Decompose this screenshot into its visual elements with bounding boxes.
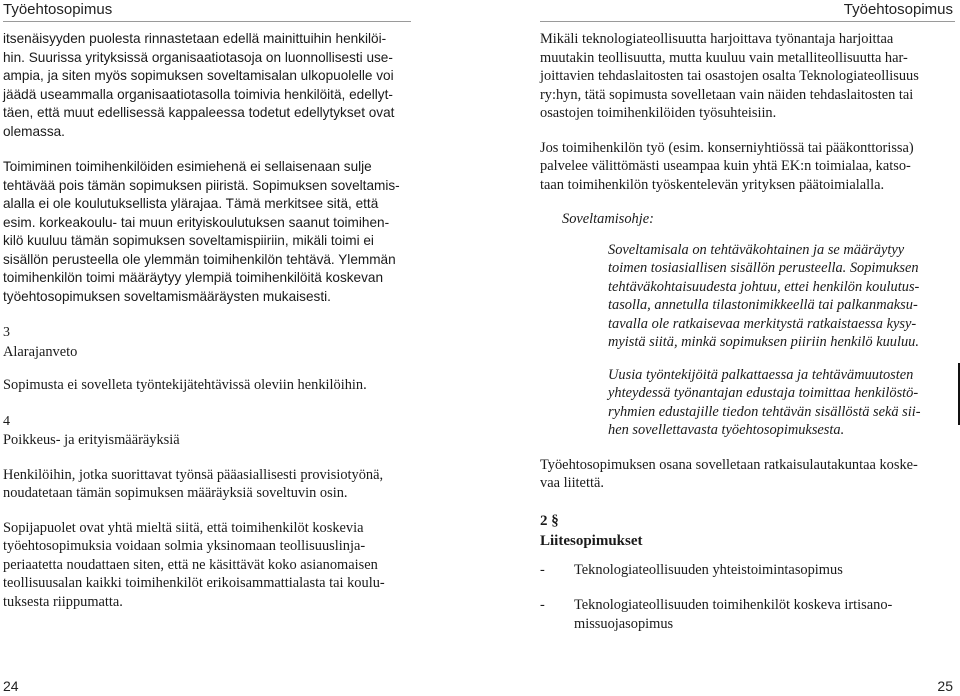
section-2-heading: 2 § (540, 512, 559, 529)
application-guidance-label: Soveltamisohje: (562, 211, 654, 227)
paragraph-intro: itsenäisyyden puolesta rinnastetaan edellä mainittuihin henkilöi- hin. Suurissa yrityksissä organisaatiotasoja on luonnollisesti use- ampia, ja siten myös sopimuksen soveltamisalan ulkopuolelle voi jäädä useammalla organisaatiotasolla toimivia henkilöitä, edellyt- täen, että muut edellisessä kappaleessa todetut edellytykset ovat olemassa. (3, 31, 395, 139)
right-column (540, 30, 953, 633)
paragraph-foreman: Toimiminen toimihenkilöiden esimiehenä ei sellaisenaan sulje tehtävää pois tämän sopimuksen piiristä. Sopimuksen soveltamis- alalla ei ole koulutuksellista ylärajaa. Tämä merkitsee sitä, että esim. korkeakoulu- tai muun erityiskoulutuksen saanut toimihen- kilö kuuluu tämän sopimuksen soveltamispiiriin, mikäli toimi ei sisällön perusteella ole ylemmän toimihenkilön tehtävä. Ylemmän toimihenkilön toimi määräytyy ylempiä toimihenkilöitä koskevan työehtosopimuksen soveltamismääräysten mukaisesti. (3, 159, 400, 304)
paragraph-dispute-board: Työehtosopimuksen osana sovelletaan ratkaisulautakuntaa koske- vaa liitettä. (540, 456, 918, 491)
list-item: - Teknologiateollisuuden yhteistoimintasopimus (540, 561, 843, 578)
paragraph-group-company: Jos toimihenkilön työ (esim. konserniyhtiössä tai pääkonttorissa) palvelee välittömästi useampaa kuin yhtä EK:n toimialaa, katso- taan toimihenkilön työskentelevän yrityksen päätoimialalla. (540, 139, 914, 193)
running-head-right: Työehtosopimus (843, 1, 953, 18)
header-rule-right (540, 21, 955, 22)
section-4-paragraph-2: Sopijapuolet ovat yhtä mieltä siitä, että toimihenkilöt koskevia työehtosopimuksia voidaan solmia yksinomaan teollisuuslinja- periaatetta noudattaen siten, että ne käsittävät koko asianomaisen teollisuusalan kaikki toimihenkilöt erikoisammattialasta tai koulu- tuksesta riippumatta. (3, 519, 385, 610)
section-2-title: Liitesopimukset (540, 532, 643, 549)
page-number-left: 24 (3, 678, 19, 694)
paragraph-technology-industry: Mikäli teknologiateollisuutta harjoittava työnantaja harjoittaa muutakin teollisuutta, mutta kuuluu vain metalliteollisuutta har- joittavien tehdaslaitosten tai osastojen osalta Teknologiateollisuus ry:hyn, tätä sopimusta sovelletaan vain näiden tehdaslaitosten tai osastojen toimihenkilöiden työsuhteisiin. (540, 31, 919, 121)
dash-marker: - (540, 561, 545, 578)
guidance-paragraph-1: Soveltamisala on tehtäväkohtainen ja se määräytyy toimen tosiasiallisen sisällön perusteella. Sopimuksen tehtäväkohtaisuudesta johtuu, ettei henkilön koulutus- tasolla, annetulla tilastonimikkeellä tai palkanmaksu- tavalla ole ratkaisevaa merkitystä ratkaistaessa kysy- myistä siitä, minkä sopimuksen piiriin henkilö kuuluu. (608, 241, 920, 350)
section-4-number: 4 (3, 413, 10, 429)
right-page (480, 0, 960, 696)
dash-marker: - (540, 597, 545, 613)
guidance-paragraph-2: Uusia työntekijöitä palkattaessa ja tehtävämuutosten yhteydessä työnantajan edustaja toimittaa henkilöstö- ryhmien edustajille tiedon tehtävän sisällöstä sekä sii- hen sovellettavasta työehtosopimuksesta. (608, 366, 921, 438)
section-3-number: 3 (3, 325, 10, 340)
section-4-paragraph-1: Henkilöihin, jotka suorittavat työnsä pääasiallisesti provisiotyönä, noudatetaan tämän sopimuksen määräyksiä soveltuvin osin. (3, 466, 384, 501)
section-3-title: Alarajanveto (3, 343, 78, 360)
page-number-right: 25 (937, 678, 953, 694)
section-4-title: Poikkeus- ja erityismääräyksiä (3, 432, 180, 448)
running-head-left: Työehtosopimus (3, 1, 113, 18)
left-column (3, 30, 413, 611)
list-item: - Teknologiateollisuuden toimihenkilöt koskeva irtisano- missuojasopimus (540, 597, 893, 632)
header-rule-left (3, 21, 411, 22)
annex-list (540, 561, 953, 634)
section-3-body: Sopimusta ei sovelleta työntekijätehtävissä oleviin henkilöihin. (3, 377, 367, 393)
